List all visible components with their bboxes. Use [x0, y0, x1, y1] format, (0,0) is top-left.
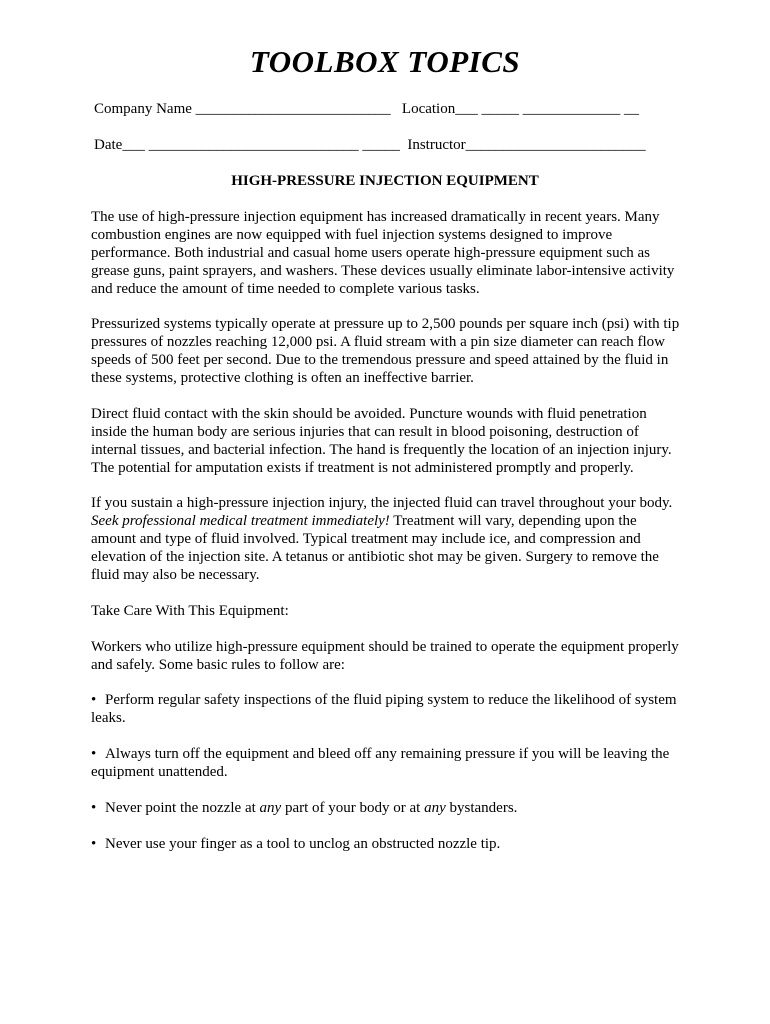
paragraph-treatment [91, 495, 681, 585]
bullet-text-end: bystanders. [445, 799, 518, 816]
date-line: ___ ____________________________ _____ [122, 137, 400, 153]
bullet-text: Never use your finger as a tool to unclog an obstructed nozzle tip. [105, 835, 501, 852]
location-label: Location [401, 101, 456, 117]
company-name-line: __________________________ [195, 101, 391, 117]
bullet-text: Always turn off the equipment and bleed off any remaining pressure if you will be leaving the equipment unattended. [91, 746, 670, 780]
bullet-item-finger [91, 836, 681, 854]
company-location-row [94, 101, 639, 118]
date-instructor-row [94, 137, 646, 154]
bullet-icon: • [91, 746, 97, 763]
bullet-icon: • [91, 835, 97, 852]
bullet-text: Perform regular safety inspections of the fluid piping system to reduce the likelihood of system leaks. [91, 692, 677, 727]
bullet-text-middle: part of your body or at [281, 799, 425, 816]
location-line: ___ _____ _____________ __ [455, 101, 639, 117]
bullet-icon: • [91, 799, 97, 816]
bullet-text-start: Never point the nozzle at [105, 799, 260, 816]
document-title: TOOLBOX TOPICS [249, 44, 521, 79]
bullet-item-inspections [91, 692, 681, 728]
bullet-emphasis: any [424, 799, 446, 816]
document-body [91, 209, 681, 871]
paragraph-take-care: Take Care With This Equipment: [91, 602, 289, 619]
instructor-label: Instructor [407, 137, 466, 153]
treatment-text-start: If you sustain a high-pressure injection injury, the injected fluid can travel throughout your body. [91, 495, 673, 512]
treatment-text-end: Treatment will vary, depending upon the amount and type of fluid involved. Typical treatment may include ice, and compression and elevation of the injection site. A tetanus or antibiotic shot may be given. Surgery to remove the fluid may also be necessary. [91, 513, 659, 584]
bullet-emphasis: any [259, 799, 282, 816]
company-name-label: Company Name [94, 101, 192, 117]
date-label: Date [94, 137, 123, 153]
paragraph-intro: The use of high-pressure injection equipment has increased dramatically in recent years. Many combustion engines are now equipped with fuel injection systems designed to improve performance. Both industrial and casual home users operate high-pressure equipment such as grease guns, paint sprayers, and washers. These devices usually eliminate labor-intensive activity and reduce the amount of time needed to complete various tasks. [91, 209, 675, 297]
treatment-emphasis: Seek professional medical treatment immediately! [91, 513, 390, 530]
bullet-item-never-point [91, 800, 681, 818]
bullet-icon: • [91, 692, 97, 709]
bullet-item-turn-off [91, 746, 681, 782]
paragraph-injuries: Direct fluid contact with the skin should be avoided. Puncture wounds with fluid penetration inside the human body are serious injuries that can result in blood poisoning, destruction of internal tissues, and bacterial infection. The hand is frequently the location of an injection injury. The potential for amputation exists if treatment is not administered promptly and properly. [91, 405, 672, 476]
paragraph-rules-intro: Workers who utilize high-pressure equipment should be trained to operate the equipment properly and safely. Some basic rules to follow are: [91, 638, 679, 673]
paragraph-pressure: Pressurized systems typically operate at pressure up to 2,500 pounds per square inch (psi) with tip pressures of nozzles reaching 12,000 psi. A fluid stream with a pin size diameter can reach flow speeds of 500 feet per second. Due to the tremendous pressure and speed attained by the fluid in these systems, protective clothing is often an ineffective barrier. [91, 316, 680, 387]
topic-heading: HIGH-PRESSURE INJECTION EQUIPMENT [231, 173, 539, 189]
instructor-line: ________________________ [465, 137, 646, 153]
